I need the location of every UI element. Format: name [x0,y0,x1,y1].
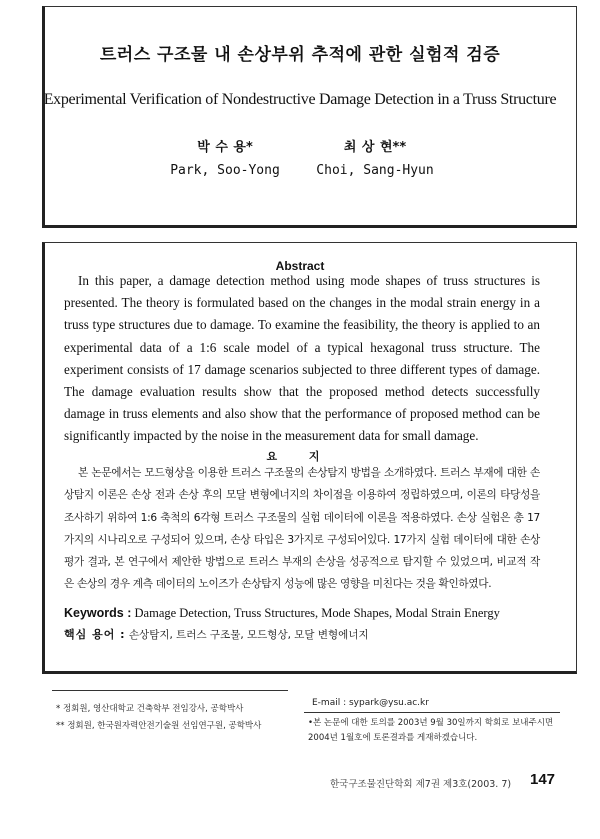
keywords-text: Damage Detection, Truss Structures, Mode Shapes, Modal Strain Energy [134,606,500,620]
contact-email: E-mail : sypark@ysu.ac.kr [312,698,429,708]
author-1-korean: 박 수 용* [197,140,253,155]
abstract-heading: Abstract [275,259,325,273]
keywords [64,606,544,621]
authors-english [0,163,600,178]
discussion-note: •본 논문에 대한 토의를 2003년 9월 30일까지 학회로 보내주시면 2004년 1월호에 토론결과를 게재하겠습니다. [308,718,554,743]
title-english: Experimental Verification of Nondestructive Damage Detection in a Truss Structure [43,91,557,108]
email-rule [304,712,560,713]
footnote-2: ** 정회원, 한국원자력안전기술원 선임연구원, 공학박사 [56,721,262,731]
journal-info: 한국구조물진단학회 제7권 제3호(2003. 7) [330,779,512,790]
keywords-korean-text: 손상탐지, 트러스 구조물, 모드형상, 모달 변형에너지 [128,629,369,641]
korean-abstract-text: 본 논문에서는 모드형상을 이용한 트러스 구조물의 손상탐지 방법을 소개하였다. 트러스 부재에 대한 손상탐지 이론은 손상 전과 손상 후의 모달 변형에너지의 차이점을 이용하여 정립하였으며, 이론의 타당성을 조사하기 위하여 1:6 축척의 6각형 트러스 구조물의 실험 데이터에 이론을 적용하였다. 손상 실험은 총 17가지의 시나리오로 구성되어 있으며, 손상 타입은 3가지로 구성되어있다. 17가지 실험 데이터에 대한 손상평가 결과, 본 연구에서 제안한 방법으로 트러스 부재의 손상을 성공적으로 탐지할 수 있었으며, 비교적 작은 손상의 경우 계측 데이터의 노이즈가 손상탐지 성능에 많은 영향을 미친다는 것을 확인하였다. [64,467,540,591]
author-2-english: Choi, Sang-Hyun [316,163,434,178]
author-1-english: Park, Soo-Yong [170,163,280,178]
abstract-text: In this paper, a damage detection method using mode shapes of truss structures is presented. The theory is formulated based on the changes in the modal strain energy in a truss type structures due to damage. To examine the feasibility, the theory is applied to an experimental data of a 1:6 scale model of a typical hexagonal truss structure. The experiment consists of 17 damage scenarios subjected to three different types of damage. The damage evaluation results show that the proposed method detects successfully damage in truss elements and also show that the performance of proposed method can be significantly impacted by the noise in the measurement data for small damage. [64,273,540,444]
keywords-korean [64,626,544,642]
korean-abstract-heading: 요 지 [266,450,334,463]
page-number: 147 [530,771,556,788]
author-2-korean: 최 상 현** [343,140,407,155]
keywords-korean-label: 핵심 용어 : [64,628,126,641]
keywords-label: Keywords : [64,606,132,620]
title-korean: 트러스 구조물 내 손상부위 추적에 관한 실험적 검증 [99,45,501,65]
footnote-1: * 정회원, 영산대학교 건축학부 전임강사, 공학박사 [56,704,244,714]
authors-korean [0,136,600,155]
footnote-rule [52,690,288,691]
